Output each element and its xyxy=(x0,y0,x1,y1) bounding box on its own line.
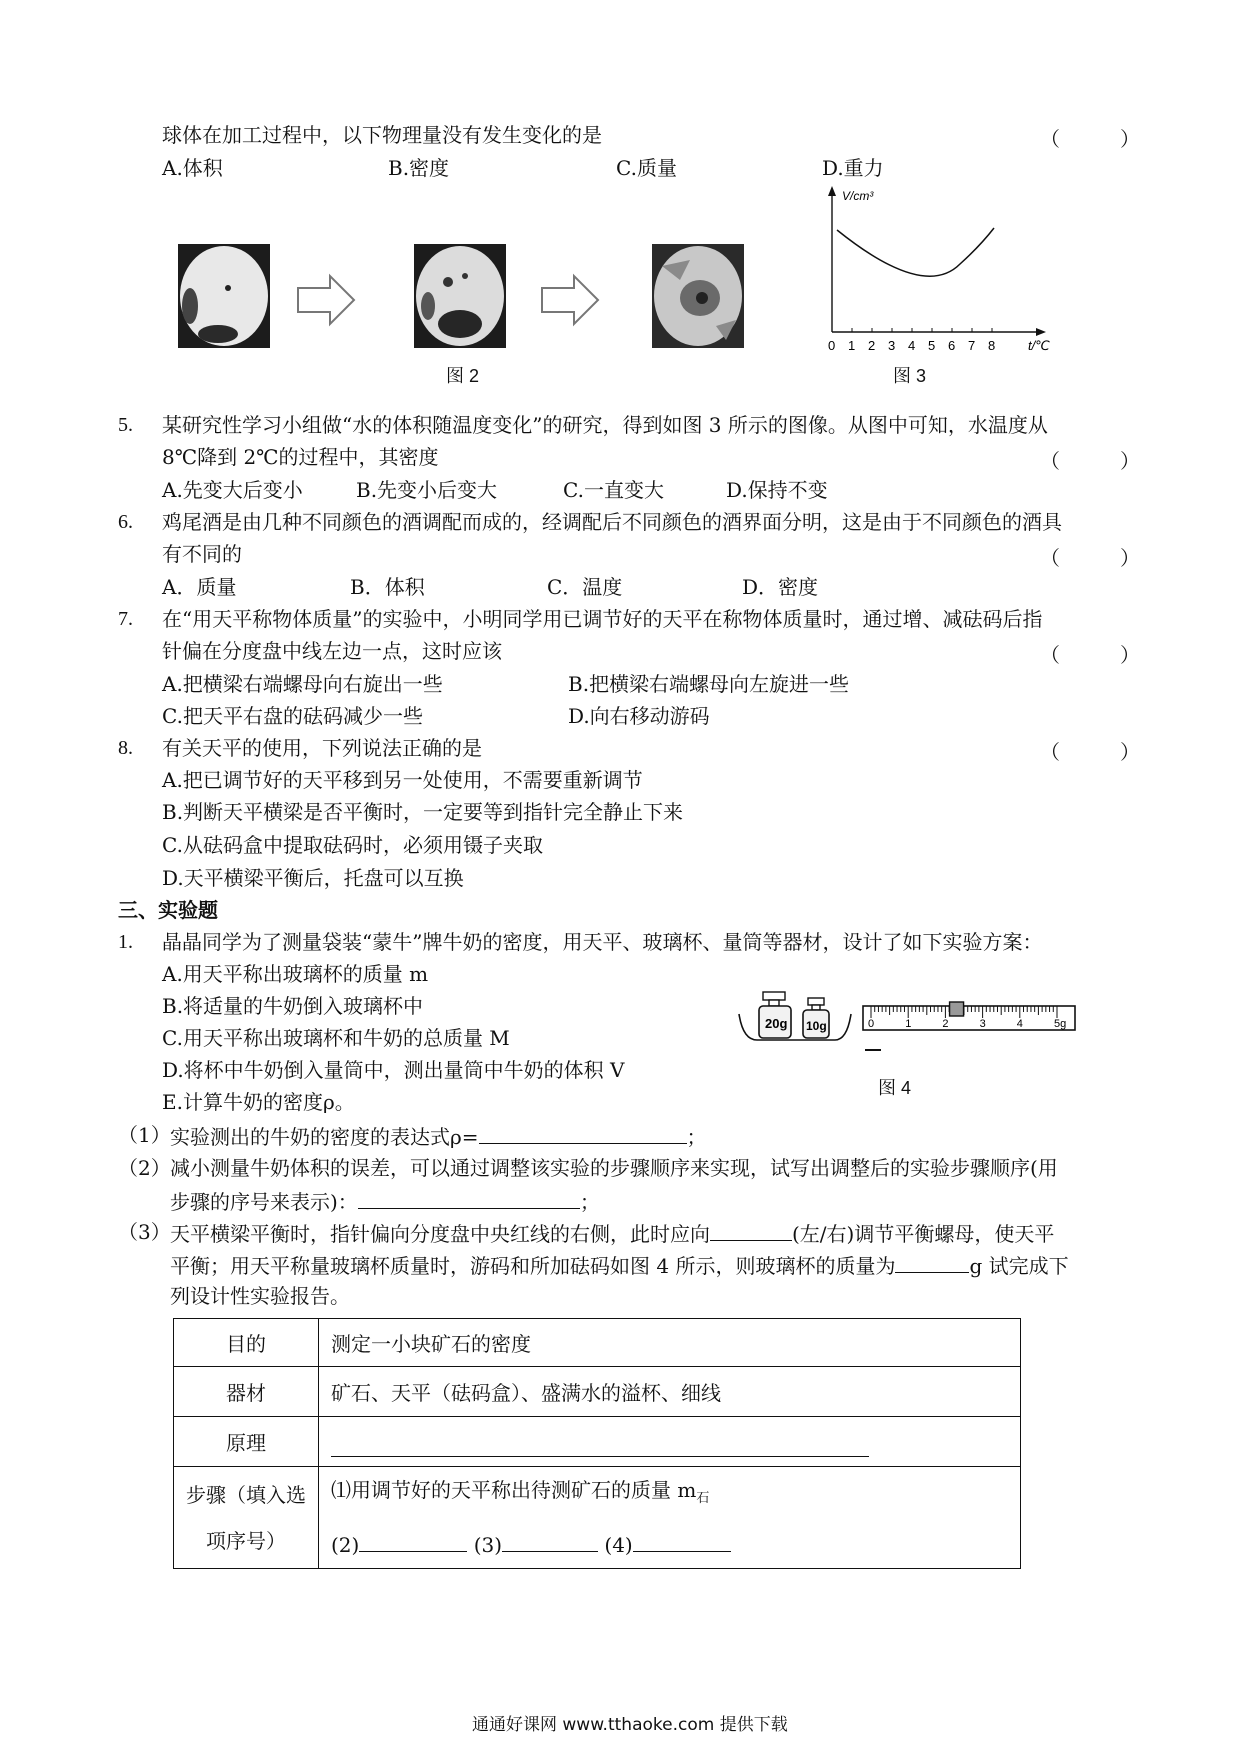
q6-number: 6. xyxy=(118,511,133,533)
ball-photo-3 xyxy=(652,244,744,348)
experiment-report-table xyxy=(173,1318,1021,1569)
sub2-line2 xyxy=(170,1188,600,1214)
exp1-step-e: E.计算牛奶的密度ρ。 xyxy=(162,1090,355,1114)
sub1-text: 实验测出的牛奶的密度的表达式ρ= xyxy=(170,1125,479,1149)
report-row-equipment xyxy=(174,1367,1021,1417)
steps-line1-subscript: 石 xyxy=(696,1491,710,1506)
q5-option-b: B.先变小后变大 xyxy=(356,478,498,502)
ball-photo-2 xyxy=(414,244,506,348)
exp1-stem: 晶晶同学为了测量袋装“蒙牛”牌牛奶的密度，用天平、玻璃杯、量筒等器材，设计了如下实验方案： xyxy=(162,930,1043,954)
footer-text: 通通好课网 www.tthaoke.com 提供下载 xyxy=(472,1715,788,1735)
sub1-number: （1） xyxy=(118,1123,171,1147)
q8-option-d: D.天平横梁平衡后，托盘可以互换 xyxy=(162,866,464,890)
report-content-purpose: 测定一小块矿石的密度 xyxy=(319,1319,1021,1367)
x-tick-label-4: 4 xyxy=(908,338,916,353)
q8-stem: 有关天平的使用，下列说法正确的是 xyxy=(162,736,482,760)
q7-option-a: A.把横梁右端螺母向右旋出一些 xyxy=(162,672,443,696)
pan-outline xyxy=(739,1014,851,1040)
q6-line2: 有不同的 xyxy=(162,542,242,566)
q7-line1: 在“用天平称物体质量”的实验中，小明同学用已调节好的天平在称物体质量时，通过增、减砝码后指 xyxy=(162,607,1043,631)
answer-blank-principle[interactable] xyxy=(331,1436,869,1457)
q5-option-c: C.一直变大 xyxy=(563,478,664,502)
sub2-line1: 减小测量牛奶体积的误差，可以通过调整该实验的步骤顺序来实现，试写出调整后的实验步骤顺序(用 xyxy=(170,1156,1058,1180)
weight-10g-label: 10g xyxy=(806,1019,827,1033)
q4-option-a: A.体积 xyxy=(162,156,223,180)
weight-20g xyxy=(759,992,791,1038)
q5-line1: 某研究性学习小组做“水的体积随温度变化”的研究，得到如图 3 所示的图像。从图中可知，水温度从 xyxy=(162,413,1048,437)
figure4-caption: 图 4 xyxy=(878,1078,912,1098)
x-axis-arrow xyxy=(1036,328,1046,336)
q6-option-c: C．温度 xyxy=(547,575,623,599)
y-axis-arrow xyxy=(828,186,836,196)
arrow-1 xyxy=(298,276,354,324)
scale-rider xyxy=(950,1002,964,1016)
report-label-equipment: 器材 xyxy=(174,1367,319,1417)
sub3-line3: 列设计性实验报告。 xyxy=(170,1284,350,1308)
q7-option-d: D.向右移动游码 xyxy=(568,704,710,728)
x-tick-label-0: 0 xyxy=(828,338,836,353)
q8-option-c: C.从砝码盒中提取砝码时，必须用镊子夹取 xyxy=(162,833,543,857)
sub1-line xyxy=(170,1123,707,1149)
scale-ruler xyxy=(863,1006,1075,1030)
report-row-steps xyxy=(174,1467,1021,1569)
sub3-text-a: 天平横梁平衡时，指针偏向分度盘中央红线的右侧，此时应向 xyxy=(170,1222,710,1246)
q6-option-b: B．体积 xyxy=(350,575,425,599)
steps-line1-text: ⑴用调节好的天平称出待测矿石的质量 m xyxy=(331,1478,697,1502)
answer-blank-step-order[interactable] xyxy=(358,1188,580,1209)
answer-blank-step-2[interactable] xyxy=(359,1531,467,1552)
x-tick-label-2: 2 xyxy=(868,338,876,353)
report-content-principle xyxy=(319,1417,1021,1467)
report-label-steps xyxy=(174,1467,319,1569)
report-row-purpose xyxy=(174,1319,1021,1367)
figure3-caption: 图 3 xyxy=(893,366,927,386)
figure2-caption: 图 2 xyxy=(446,366,480,386)
q6-option-d: D．密度 xyxy=(742,575,819,599)
report-content-steps xyxy=(319,1467,1021,1569)
exp1-step-d: D.将杯中牛奶倒入量筒中，测出量筒中牛奶的体积 V xyxy=(162,1058,625,1082)
q5-line2: 8℃降到 2℃的过程中，其密度 xyxy=(162,445,439,469)
x-tick-label-1: 1 xyxy=(848,338,856,353)
scale-label-1: 1 xyxy=(905,1018,912,1030)
ball-photo-1 xyxy=(178,244,270,348)
x-axis-label: t/℃ xyxy=(1028,338,1050,353)
q5-option-d: D.保持不变 xyxy=(726,478,828,502)
volume-curve xyxy=(837,228,994,276)
figure2-images xyxy=(170,236,820,364)
sub1-end: ； xyxy=(686,1125,707,1149)
q7-line2: 针偏在分度盘中线左边一点，这时应该 xyxy=(162,639,502,663)
report-label-purpose: 目的 xyxy=(174,1319,319,1367)
x-tick-label-5: 5 xyxy=(928,338,936,353)
q7-answer-bracket: （ ） xyxy=(1040,643,1140,667)
q7-option-b: B.把横梁右端螺母向左旋进一些 xyxy=(568,672,850,696)
steps-label-line1: 步骤（填入选 xyxy=(186,1482,306,1507)
sub3-line1 xyxy=(170,1220,1054,1246)
step4-label: (4) xyxy=(604,1533,633,1557)
sub3-text-d: g 试完成下 xyxy=(969,1254,1069,1278)
sub2-end: ； xyxy=(579,1190,600,1214)
step3-label: (3) xyxy=(473,1533,503,1557)
q8-answer-bracket: （ ） xyxy=(1040,740,1140,764)
sub3-line2 xyxy=(170,1252,1069,1278)
scale-label-3: 3 xyxy=(979,1018,986,1030)
figure3-graph xyxy=(820,184,1060,356)
y-axis-label: V/cm³ xyxy=(842,189,874,203)
q6-option-a: A．质量 xyxy=(162,575,237,599)
figure4-balance xyxy=(735,988,1083,1062)
q7-option-c: C.把天平右盘的砝码减少一些 xyxy=(162,704,423,728)
exp1-step-b: B.将适量的牛奶倒入玻璃杯中 xyxy=(162,994,424,1018)
q4-answer-bracket: （ ） xyxy=(1040,127,1140,151)
report-content-equipment: 矿石、天平（砝码盒）、盛满水的溢杯、细线 xyxy=(319,1367,1021,1417)
q4-stem: 球体在加工过程中，以下物理量没有发生变化的是 xyxy=(162,123,602,147)
scale-label-5g: 5g xyxy=(1054,1018,1067,1030)
answer-blank-direction[interactable] xyxy=(710,1220,792,1241)
x-tick-label-6: 6 xyxy=(948,338,956,353)
q6-answer-bracket: （ ） xyxy=(1040,546,1140,570)
step2-label: (2) xyxy=(331,1533,360,1557)
x-tick-label-3: 3 xyxy=(888,338,896,353)
sub3-text-b: (左/右)调节平衡螺母，使天平 xyxy=(792,1222,1055,1246)
answer-blank-step-3[interactable] xyxy=(502,1531,598,1552)
weight-10g xyxy=(803,998,829,1038)
q8-option-a: A.把已调节好的天平移到另一处使用，不需要重新调节 xyxy=(162,768,643,792)
exp1-step-c: C.用天平称出玻璃杯和牛奶的总质量 M xyxy=(162,1026,510,1050)
scale-label-4: 4 xyxy=(1016,1018,1023,1030)
report-label-principle: 原理 xyxy=(174,1417,319,1467)
q4-option-b: B.密度 xyxy=(388,156,450,180)
q5-option-a: A.先变大后变小 xyxy=(162,478,303,502)
q7-number: 7. xyxy=(118,608,133,630)
sub3-number: （3） xyxy=(118,1220,171,1244)
exp1-step-a: A.用天平称出玻璃杯的质量 m xyxy=(162,962,429,986)
q4-option-c: C.质量 xyxy=(616,156,677,180)
sub2-number: （2） xyxy=(118,1156,171,1180)
sub2-text: 步骤的序号来表示)： xyxy=(170,1190,358,1214)
exp1-number: 1. xyxy=(118,931,133,953)
q6-line1: 鸡尾酒是由几种不同颜色的酒调配而成的，经调配后不同颜色的酒界面分明，这是由于不同颜色的酒具 xyxy=(162,510,1062,534)
x-tick-label-7: 7 xyxy=(968,338,976,353)
x-tick-label-8: 8 xyxy=(988,338,996,353)
q8-number: 8. xyxy=(118,737,133,759)
weight-20g-label: 20g xyxy=(765,1016,788,1031)
q8-option-b: B.判断天平横梁是否平衡时，一定要等到指针完全静止下来 xyxy=(162,800,684,824)
answer-blank-density-formula[interactable] xyxy=(479,1123,687,1144)
answer-blank-glass-mass[interactable] xyxy=(895,1252,969,1273)
steps-label-line2: 项序号） xyxy=(206,1528,286,1553)
q5-answer-bracket: （ ） xyxy=(1040,449,1140,473)
section-title-experiments: 三、实验题 xyxy=(118,898,218,922)
arrow-2 xyxy=(542,276,598,324)
answer-blank-step-4[interactable] xyxy=(633,1531,731,1552)
report-row-principle xyxy=(174,1417,1021,1467)
scale-label-0: 0 xyxy=(868,1018,875,1030)
sub3-text-c: 平衡；用天平称量玻璃杯质量时，游码和所加砝码如图 4 所示，则玻璃杯的质量为 xyxy=(170,1254,896,1278)
scale-label-2: 2 xyxy=(942,1018,949,1030)
steps-line1 xyxy=(331,1467,1008,1522)
steps-line2 xyxy=(331,1522,1008,1568)
q4-option-d: D.重力 xyxy=(822,156,884,180)
q5-number: 5. xyxy=(118,414,133,436)
